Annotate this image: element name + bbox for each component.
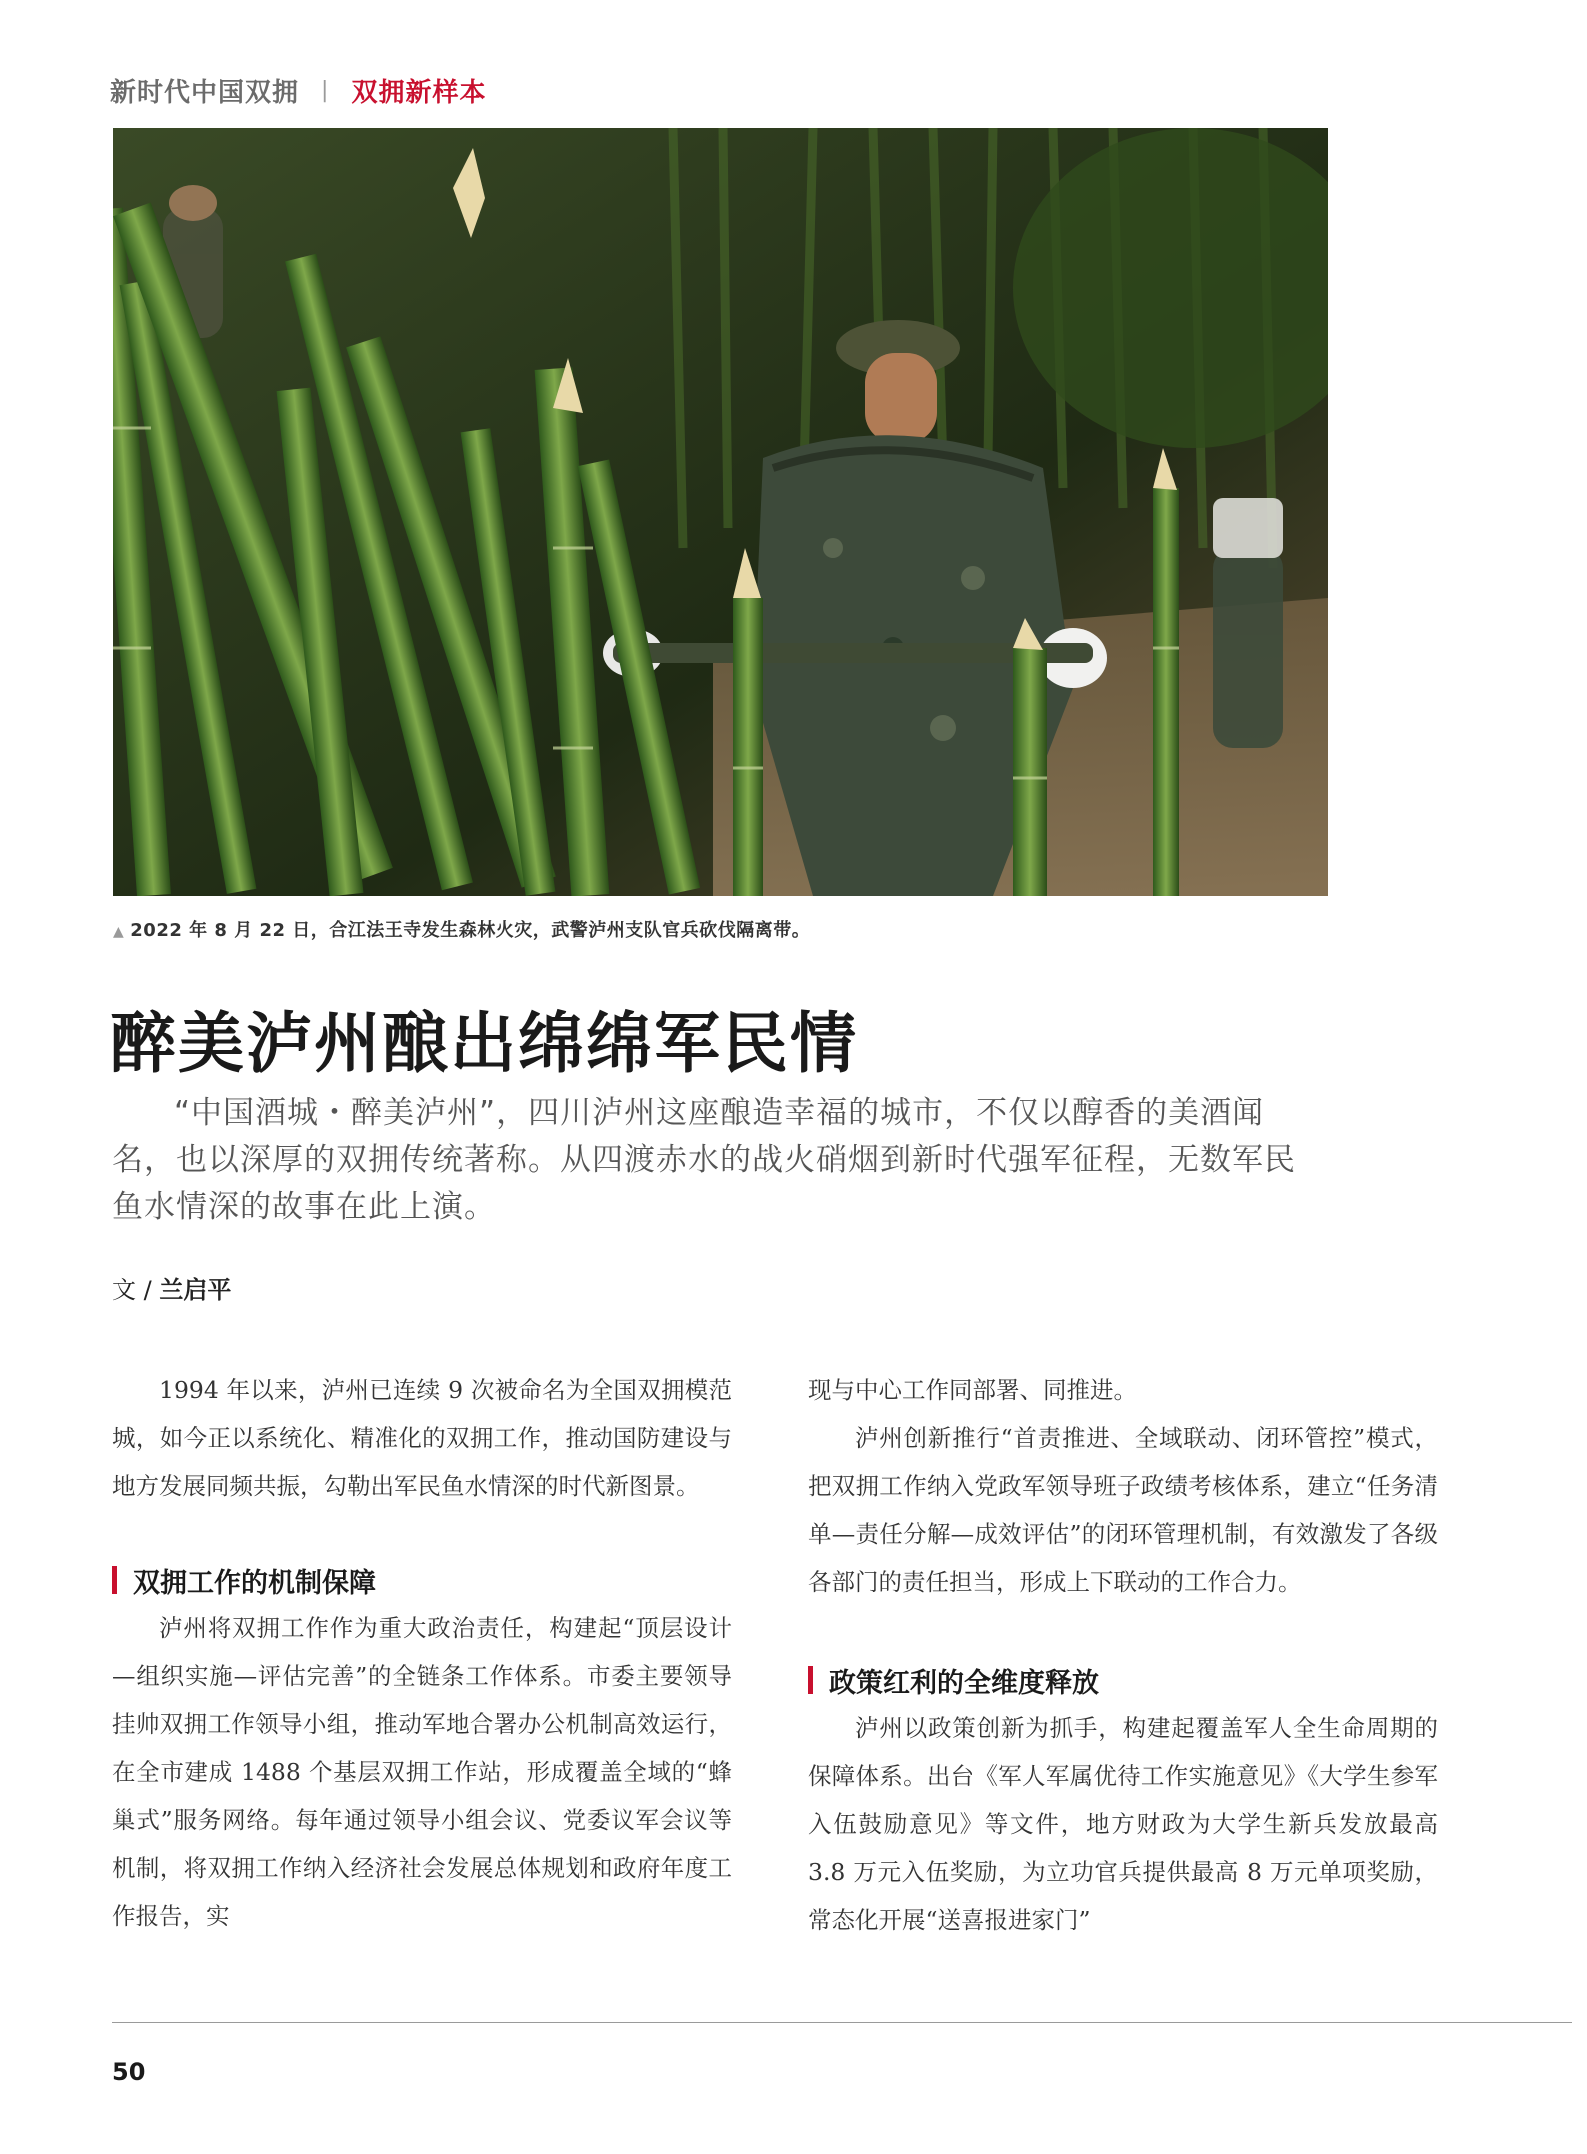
header-column-name: 双拥新样本 [351,78,487,108]
left-column [112,1366,732,1940]
section-heading-policy [808,1656,1438,1704]
running-header [110,72,486,109]
byline-prefix: 文 / [112,1276,160,1304]
body-paragraph-continued: 现与中心工作同部署、同推进。 [808,1376,1137,1404]
byline-author: 兰启平 [159,1276,232,1304]
caption-text: 2022 年 8 月 22 日，合江法王寺发生森林火灾，武警泸州支队官兵砍伐隔离带。 [130,920,811,941]
photo-illustration [113,128,1328,896]
section-heading-mechanism [112,1556,732,1604]
intro-paragraph: 1994 年以来，泸州已连续 9 次被命名为全国双拥模范城，如今正以系统化、精准化的双拥工作，推动国防建设与地方发展同频共振，勾勒出军民鱼水情深的时代新图景。 [112,1376,732,1500]
footer-divider [112,2022,1572,2023]
right-column [808,1366,1438,1944]
header-section-name: 新时代中国双拥 [110,78,300,108]
photo-caption [113,916,810,942]
article-lead: “中国酒城・醉美泸州”，四川泸州这座酿造幸福的城市，不仅以醇香的美酒闻名，也以深厚的双拥传统著称。从四渡赤水的战火硝烟到新时代强军征程，无数军民鱼水情深的故事在此上演。 [112,1095,1296,1225]
section-heading-text: 政策红利的全维度释放 [829,1667,1099,1699]
body-paragraph: 泸州创新推行“首责推进、全域联动、闭环管控”模式，把双拥工作纳入党政军领导班子政绩考核体系，建立“任务清单—责任分解—成效评估”的闭环管理机制，有效激发了各级各部门的责任担当，形成上下联动的工作合力。 [808,1424,1438,1596]
heading-accent-bar [112,1566,117,1594]
section-heading-text: 双拥工作的机制保障 [133,1567,376,1599]
header-separator: | [321,78,330,103]
article-title: 醉美泸州酿出绵绵军民情 [110,1004,858,1082]
byline [112,1270,231,1305]
caption-triangle-icon: ▲ [113,924,125,940]
feature-photo [113,128,1328,896]
heading-accent-bar [808,1666,813,1694]
body-paragraph: 泸州以政策创新为抓手，构建起覆盖军人全生命周期的保障体系。出台《军人军属优待工作实施意见》《大学生参军入伍鼓励意见》等文件，地方财政为大学生新兵发放最高 3.8 万元入伍奖励，为立功官兵提供最高 8 万元单项奖励，常态化开展“送喜报进家门” [808,1714,1438,1934]
page-number: 50 [112,2058,146,2086]
body-paragraph: 泸州将双拥工作作为重大政治责任，构建起“顶层设计—组织实施—评估完善”的全链条工作体系。市委主要领导挂帅双拥工作领导小组，推动军地合署办公机制高效运行，在全市建成 1488 个基层双拥工作站，形成覆盖全域的“蜂巢式”服务网络。每年通过领导小组会议、党委议军会议等机制，将双拥工作纳入经济社会发展总体规划和政府年度工作报告，实 [112,1614,732,1930]
